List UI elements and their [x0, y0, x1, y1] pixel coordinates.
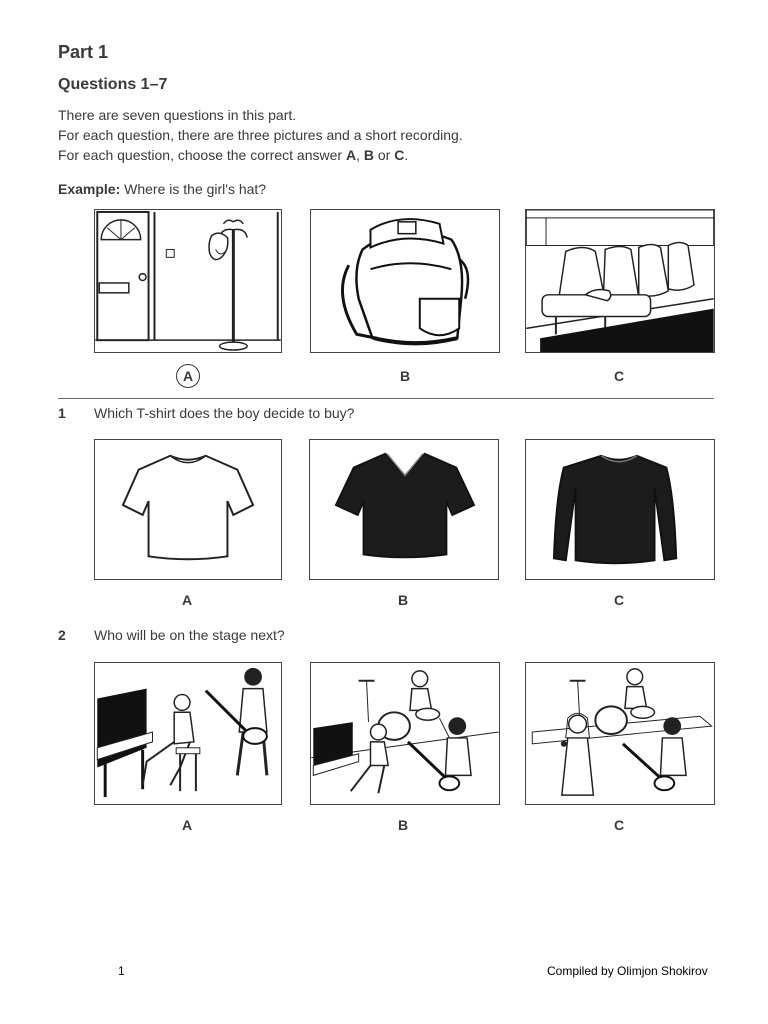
singer-drums-guitar-picture	[526, 663, 714, 804]
instruction-or: or	[373, 147, 395, 163]
backpack-picture	[311, 210, 499, 352]
q1-label-b: B	[397, 592, 409, 608]
question-2-number: 2	[58, 627, 66, 643]
dark-longsleeve-shirt-picture	[526, 440, 714, 579]
q1-option-a-picture[interactable]	[94, 439, 282, 580]
dark-vneck-tshirt-picture	[310, 440, 498, 579]
instruction-line-3	[58, 145, 463, 165]
q2-option-c-picture[interactable]	[525, 662, 715, 805]
instruction-end: .	[404, 147, 409, 163]
page-number: 1	[118, 964, 125, 978]
instruction-line-3-text: For each question, choose the correct answer	[58, 147, 346, 163]
credit-line: Compiled by Olimjon Shokirov	[547, 964, 708, 978]
q1-label-a: A	[181, 592, 193, 608]
q2-option-a-picture[interactable]	[94, 662, 282, 805]
white-tshirt-picture	[95, 440, 281, 579]
example-text: Where is the girl's hat?	[124, 181, 267, 197]
divider	[58, 398, 714, 399]
q1-option-b-picture[interactable]	[309, 439, 499, 580]
questions-range: Questions 1–7	[58, 76, 168, 93]
instruction-opt-c: C	[394, 147, 405, 163]
q1-option-c-picture[interactable]	[525, 439, 715, 580]
question-1-text: Which T-shirt does the boy decide to buy?	[94, 405, 355, 421]
instruction-line-2: For each question, there are three pictures and a short recording.	[58, 127, 463, 143]
bus-seats-picture	[526, 210, 714, 352]
q2-label-b: B	[397, 817, 409, 833]
question-2-text: Who will be on the stage next?	[94, 627, 285, 643]
example-label-b: B	[399, 368, 411, 384]
example-answer-a: A	[176, 364, 200, 388]
instructions	[58, 105, 463, 165]
q2-label-c: C	[613, 817, 625, 833]
q2-option-b-picture[interactable]	[310, 662, 500, 805]
q2-label-a: A	[181, 817, 193, 833]
part-title: Part 1	[58, 42, 109, 62]
example-label: Example:	[58, 181, 121, 197]
question-1-number: 1	[58, 405, 66, 421]
piano-drums-guitar-picture	[311, 663, 499, 804]
example-option-c-picture[interactable]	[525, 209, 715, 353]
instruction-sep: ,	[356, 147, 364, 163]
door-coatstand-picture	[95, 210, 281, 352]
example-label-c: C	[613, 368, 625, 384]
instruction-opt-b: B	[363, 147, 374, 163]
instruction-opt-a: A	[345, 147, 357, 163]
example-question	[58, 181, 266, 197]
q1-label-c: C	[613, 592, 625, 608]
instruction-line-1: There are seven questions in this part.	[58, 107, 297, 123]
piano-guitar-picture	[95, 663, 281, 804]
example-option-b-picture[interactable]	[310, 209, 500, 353]
example-option-a-picture[interactable]	[94, 209, 282, 353]
